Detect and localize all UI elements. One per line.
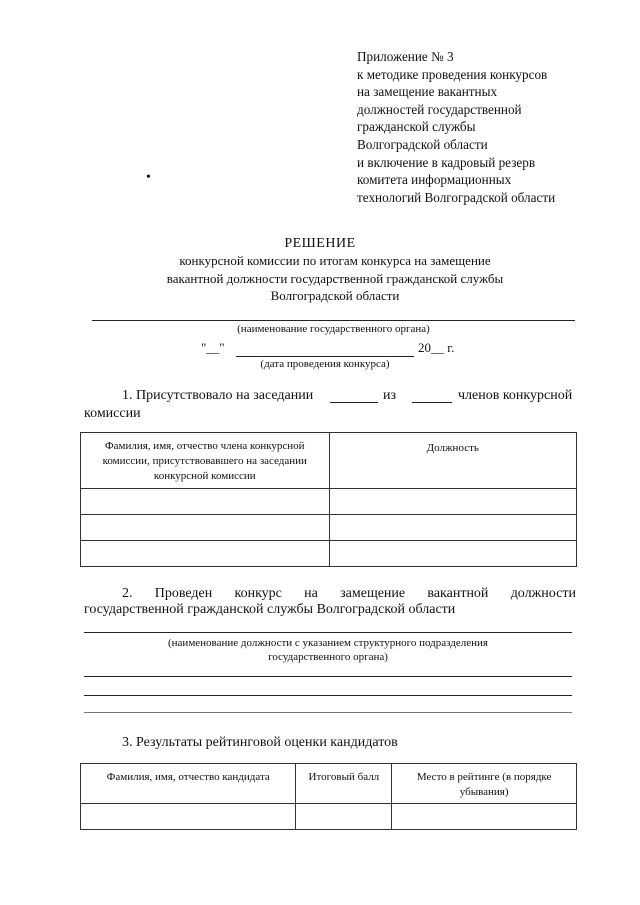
annex-line: на замещение вакантных: [357, 84, 498, 100]
word: замещение: [340, 586, 406, 601]
word: 2.: [122, 586, 133, 601]
annex-header: [357, 48, 555, 206]
annex-line: технологий Волгоградской области: [357, 189, 556, 205]
section1-start: 1. Присутствовало на заседании: [122, 388, 314, 403]
table-cell[interactable]: [81, 515, 330, 541]
subtitle-line: вакантной должности государственной гражданской службы: [166, 270, 504, 286]
date-caption: (дата проведения конкурса): [260, 358, 390, 370]
blank-line: [84, 676, 572, 677]
table-header-row: [81, 764, 577, 804]
caption-line: (наименование должности с указанием структурного подразделения: [168, 637, 488, 649]
table-cell[interactable]: [81, 541, 330, 567]
section3-heading: 3. Результаты рейтинговой оценки кандидатов: [122, 735, 398, 750]
org-blank-line: [92, 320, 575, 321]
header-member-name: Фамилия, имя, отчество члена конкурсной комиссии, присутствовавшего на заседании конкурсной комиссии: [81, 433, 330, 489]
table-header-row: [81, 433, 577, 489]
date-blank-line: [236, 356, 414, 357]
word: конкурс: [234, 586, 282, 601]
table-cell[interactable]: [329, 515, 576, 541]
annex-line: должностей государственной: [357, 101, 522, 117]
section1-cont: комиссии: [84, 406, 141, 421]
blank-line: [84, 712, 572, 713]
table-row: [81, 489, 577, 515]
table-cell[interactable]: [329, 489, 576, 515]
word: на: [304, 586, 318, 601]
table-cell[interactable]: [392, 804, 577, 830]
header-candidate-name: Фамилия, имя, отчество кандидата: [81, 764, 296, 804]
commission-members-table: [80, 432, 577, 567]
total-count-blank: [412, 402, 452, 403]
stray-mark: •: [146, 170, 151, 185]
table-cell[interactable]: [329, 541, 576, 567]
word: вакантной: [427, 586, 489, 601]
annex-line: комитета информационных: [357, 172, 512, 188]
word: Проведен: [154, 586, 213, 601]
section1-mid: из: [383, 388, 397, 403]
header-total-score: Итоговый балл: [296, 764, 392, 804]
subtitle-line: конкурсной комиссии по итогам конкурса на замещение: [179, 253, 491, 268]
caption-line: государственного органа): [268, 651, 388, 663]
annex-line: Волгоградской области: [357, 136, 488, 152]
decision-title: РЕШЕНИЕ: [284, 236, 356, 251]
candidates-rating-table: [80, 763, 577, 830]
position-blank-line: [84, 632, 572, 633]
blank-line: [84, 695, 572, 696]
table-cell[interactable]: [81, 804, 296, 830]
section1-end: членов конкурсной: [458, 388, 573, 403]
word: должности: [510, 586, 576, 601]
table-row: [81, 515, 577, 541]
header-rating-place: Место в рейтинге (в порядке убывания): [392, 764, 577, 804]
annex-line: Приложение № 3: [357, 49, 454, 64]
annex-line: и включение в кадровый резерв: [357, 154, 536, 170]
subtitle-line: Волгоградской области: [270, 288, 400, 303]
decision-subtitle: [100, 252, 570, 305]
table-cell[interactable]: [296, 804, 392, 830]
table-row: [81, 804, 577, 830]
header-position: Должность: [329, 433, 576, 489]
table-cell[interactable]: [81, 489, 330, 515]
date-quote: "__": [201, 340, 225, 355]
section2-line2: государственной гражданской службы Волгоградской области: [84, 602, 456, 617]
position-caption: [84, 636, 572, 664]
annex-line: к методике проведения конкурсов: [357, 66, 548, 82]
date-year: 20__ г.: [418, 340, 455, 355]
present-count-blank: [330, 402, 378, 403]
org-caption: (наименование государственного органа): [237, 323, 430, 335]
table-row: [81, 541, 577, 567]
annex-line: гражданской службы: [357, 119, 476, 135]
